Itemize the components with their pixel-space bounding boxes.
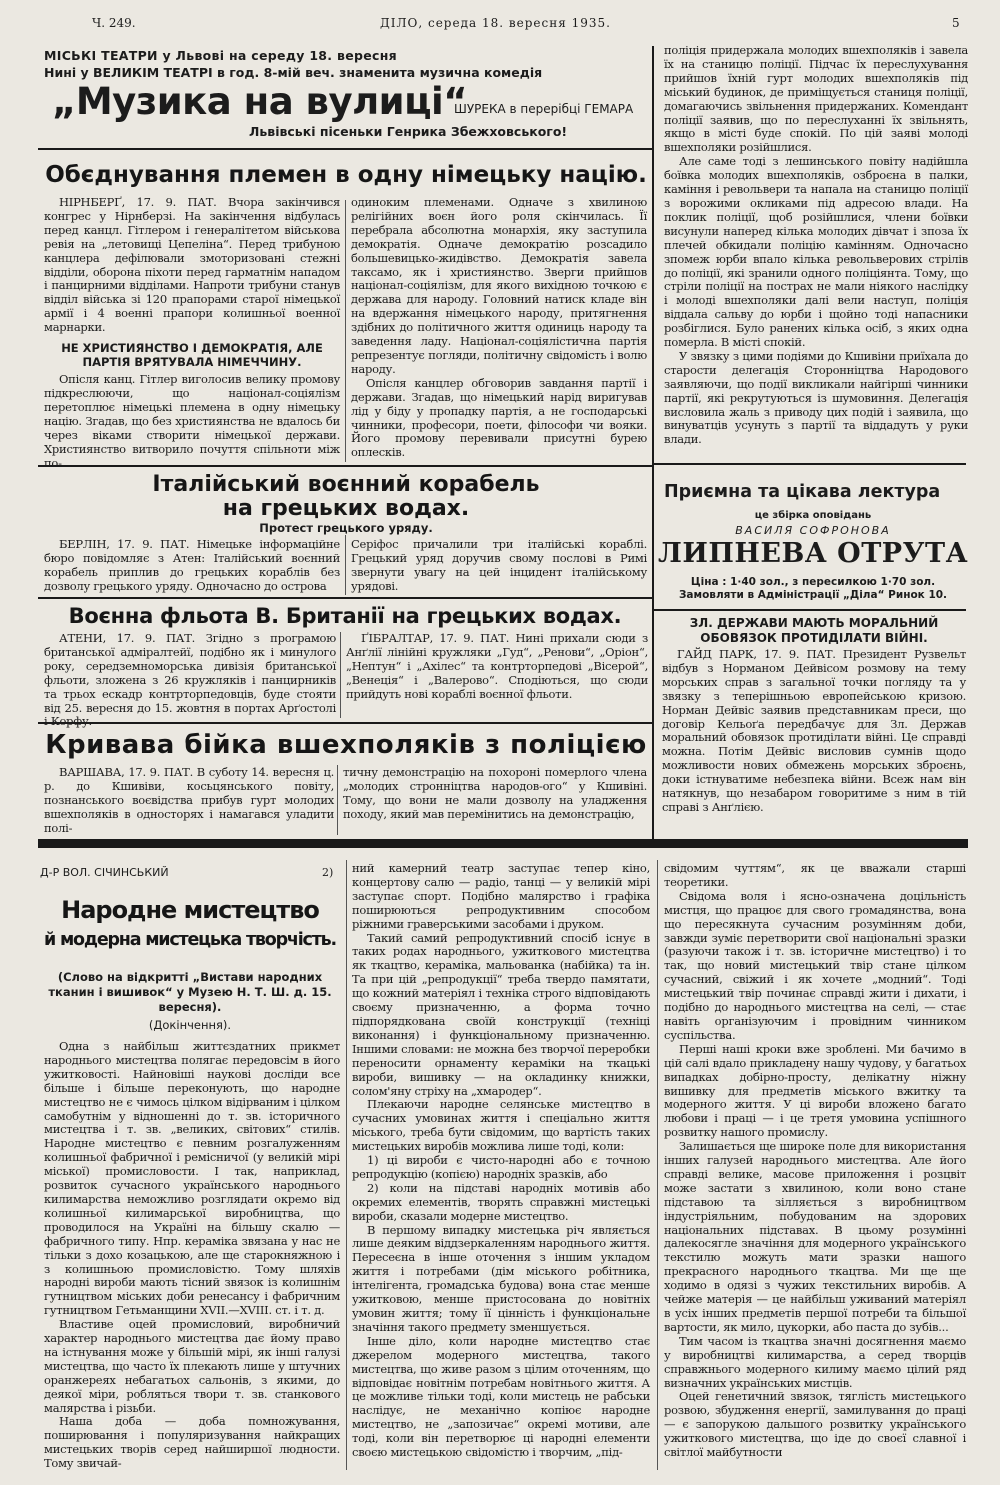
article1-para: Опісля канц. Гітлер виголосив велику промову підкреслюючи, що націонал-соціялізм перетоплює німецькі племена в одну німецьку націю. Згадав, що без християнства не вдалось би через віками створити німецької держави. Християнство витворило почуття спільноти між по- (44, 372, 340, 470)
feature-para: 2) коли на підставі народніх мотивів або окремих елементів, творять справжні мистецькі вироби, сказали модерне мистецтво. (352, 1180, 650, 1223)
article4-para: Але саме тоді з лешинського повіту надійшла боївка молодих вшехполяків, озброєна в палки, каміння і револьвери та напала на станицю поліції з ворожими окликами під адресою влади. На поклик поліції, щоб розійшлися, члени боївки висунули наперед кілька молодих дівчат і зпоза їх плечей обкидали поліцію камінням. Одночасно зпомеж юрби впало кілька револьверових стрілів до поліції, які зранили одного поліціянта. Тому, що стріли поліції на пострах не мали ніякого наслідку і молоді вшехполяки далі вели наступ, поліція віддала сальву до юрби і щойно тоді напасники розбіглися. Було ранених кілька осіб, з яких одна померла. В місті спокій. (664, 154, 968, 350)
book-ad-title: ЛИПНЕВА ОТРУТА (658, 538, 969, 569)
feature-para: Наша доба — доба помножування, поширювання і популяризування найкращих мистецьких творів серед найширшої людности. Тому звичай- (44, 1414, 340, 1471)
page-number: 5 (952, 16, 960, 30)
article2-title-line1: Італійський воєнний корабель (152, 472, 540, 497)
article1-subhead: НЕ ХРИСТИЯНСТВО І ДЕМОКРАТІЯ, АЛЕ ПАРТІЯ ВРЯТУВАЛА НІМЕЧЧИНУ. (61, 341, 323, 370)
column-rule (657, 860, 658, 1470)
page-header (0, 14, 1000, 34)
theatre-title: „Музика на вулиці“ (52, 80, 468, 123)
article3-col2 (346, 632, 648, 720)
article3-col1 (44, 631, 336, 729)
article3-para: ҐІБРАЛТАР, 17. 9. ПАТ. Нині прихали сюди з Анґлії лінійні кружляки „Гуд“, „Ренови“, „Оріон“, „Нептун“ і „Ахілес“ та контрторпедові „Вісерой“, „Венеція“ і „Валерово“. Сподіються, що сюди прийдуть нові кораблі воєнної фльоти. (346, 631, 648, 701)
feature-para: Такий самий репродуктивний спосіб існує в таких родах народнього, ужиткового мистецтва як ткацтво, кераміка, мальованка (набійка) та ін. Та при цій „репродукції“ треба твердо памятати, що кожний матеріял і техніка строго відповідають своєму призначенню, а форма точно підпорядкована своїй конструкції (техніці виконання) і функціональному призначенню. Іншими словами: не можна без творчої переробки переносити орнаменту кераміки на ткацькі вироби, вишивку — на окладинку книжки, солом'яну стріху на „хмародер“. (352, 930, 650, 1098)
article3-para: АТЕНИ, 17. 9. ПАТ. Згідно з програмою британської адміралтейї, подібно як і минулого року, середземноморська дивізія британської фльоти, зложена з 26 кружляків і панцирників та трьох ескадр контрторпедовців, буде стояти від 25. вересня до 15. жовтня в портах Арґостолі і Корфу. (44, 631, 336, 729)
article1-para: Опісля канцлер обговорив завдання партії і держави. Згадав, що німецький нарід виригував лід у біду у пропадку партія, а не господарські чинники, професори, поети, філософи чи вояки. Його промову перевивали присутні бурею оплесків. (351, 375, 647, 460)
article1-title: Обєднування племен в одну німецьку націю. (45, 162, 647, 188)
feature-para: Перші наші кроки вже зроблені. Ми бачимо в цій салі вдало прикладену нашу чудову, у багатьох випадках добірно-просту, делікатну ніжну вишивку для предметів міського вжитку та модерного життя. У ці вироби вложено багато любови і праці — і це третя умовина успішного розвитку нашого промислу. (664, 1041, 966, 1140)
article1-para: одиноким племенами. Одначе з хвилиною релігійних воєн його роля скінчилась. Її перебрала абсолютна монархія, яку заступила демократія. Одначе демократію розсадило большевицько-жидівство. Демократія завела таксамо, як і християнство. Зверги прийшов націонал-соціялізм, для якого вихідною точкою є держава для народу. Головний натиск кладе він на вдержання німецького народу, притягнення здібних до політичного життя одиниць народу та заведення ладу. Націонал-соціялістична партія репрезентує погляди, політичну свідомість і волю народу. (351, 195, 647, 376)
article2-subtitle: Протест грецького уряду. (259, 521, 433, 535)
theatre-line2: Нині у ВЕЛИКІМ ТЕАТРІ в год. 8-мій веч. знаменита музична комедія (44, 65, 543, 80)
article5-title: ЗЛ. ДЕРЖАВИ МАЮТЬ МОРАЛЬНИЙ ОБОВЯЗОК ПРОТИДІЛАТИ ВІЙНІ. (689, 616, 939, 645)
article4-para: поліція придержала молодих вшехполяків і завела їх на станицю поліції. Підчас їх переслухування прийшов їхній гурт молодих вшехполяків під міський будинок, де приміщується станиця поліції, домагаючись звільнення придержаних. Комендант поліції заявив, що по переслуханні їх звільнять, якщо в місті буде спокій. По цій заяві молоді вшехполяки розійшлися. (664, 43, 968, 155)
feature-col1 (44, 1040, 340, 1480)
column-rule (346, 860, 347, 1470)
article3-title: Воєнна фльота В. Британії на грецьких водах. (68, 604, 622, 628)
book-ad-line2: це збірка оповідань (754, 510, 872, 521)
article4-para: ВАРШАВА, 17. 9. ПАТ. В суботу 14. вересня ц. р. до Кшивіви, косьцянського повіту, познанського воєвідства прибув гурт молодих вшехполяків в односторях і намагався уладити полі- (44, 765, 334, 835)
section-rule (654, 463, 966, 465)
article2-col1 (44, 538, 340, 596)
feature-title-line1: Народне мистецтво (61, 896, 319, 924)
theatre-line1: МІСЬКІ ТЕАТРИ у Львові на середу 18. вересня (44, 48, 397, 63)
feature-para: 1) ці вироби є чисто-народні або є точною репродукцію (копією) народніх зразків, або (352, 1153, 650, 1181)
feature-para: Одна з найбільш життєздатних прикмет народнього мистецтва полягає передовсім в його ужитковості. Найновіші наукові досліди все більше і більше переконують, що народне мистецтво не є чимось цілком відірваним і цілком самобутнім у відношенні до т. зв. історичного мистецтва і т. зв. „великих, світових“ стилів. Народне мистецтво є певним розгалуженням колишньої фабричної і ремісничої (у великій мірі міської) промисловости. І так, наприклад, розвиток сучасного українського народнього килимарства неможливо розглядати окремо від колишньої килимарської виробництва, що проводилося на Україні на більшу скалю — фабричного типу. Нпр. кераміка звязана у нас не тільки з дохо козацькою, але ще старокняжною і з колишньою промисловістю. Тому шляхів народні вироби мають тісний звязок із колишнім гутництвом міських доби ренесансу і фабричним гутництвом Гетьманщини XVII.—XVIII. ст. і т. д. (44, 1039, 340, 1318)
article4-title: Кривава бійка вшехполяків з поліцією (45, 730, 647, 760)
article1-col1 (44, 195, 340, 470)
article5 (662, 616, 966, 836)
column-rule (345, 200, 346, 462)
feature-byline: Д-Р ВОЛ. СІЧИНСЬКИЙ (40, 866, 169, 879)
section-rule (38, 597, 652, 599)
theatre-ad (44, 44, 652, 148)
feature-subtitle: (Слово на відкритті „Вистави народних тканин і вишивок“ у Музею Н. Т. Ш. д. 15. вересня). (48, 970, 332, 1014)
feature-part-number: 2) (322, 866, 334, 879)
masthead: ДІЛО, середа 18. вересня 1935. (380, 16, 611, 30)
feature-para: В першому випадку мистецька річ являється лише деяким віддзеркаленням народнього життя. Пересеєна в інше оточення з іншим укладом життя і потребами (дім міського робітника, інтелігента, громадська будова) вона стає менше ужитковою, менше пристосована до новітніх умовин життя; тому її цінність і функціональне значіння такого предмету зменшується. (352, 1222, 650, 1334)
feature-para: свідомим чуттям“, як це вважали старші теоретики. (664, 861, 966, 889)
column-rule (337, 765, 338, 835)
article4-col1 (44, 766, 334, 836)
article1-para: НІРНБЕРҐ, 17. 9. ПАТ. Вчора закінчився конгрес у Нірнберзі. На закінчення відбулась перед канцл. Гітлером і генералітетом військова ревія на „летовищі Цепеліна“. Перед трибуною канцлера дефілювали змоторизовані стежні відділи, оборона піхоти перед гарматнім нападом і панцирними відділами. Напроти трибуни станув відділ війська зі 120 прапорами старої німецької армії і 4 военні прапори колишньої военної марнарки. (44, 195, 340, 335)
section-rule (654, 609, 966, 611)
feature-para: Тим часом із ткацтва значні досягнення маємо у виробництві килимарства, а серед творців справжнього модерного килиму маємо цілий ряд визначних українських мистців. (664, 1333, 966, 1390)
column-rule (345, 535, 346, 595)
column-rule (652, 46, 654, 846)
feature-para: Властиве оцей промисловий, виробничий характер народнього мистецтва дає йому право на істнування може у більшій мірі, як інші галузі мистецтва, що часто їх плекають лише у штучних оранжереях небагатьох сальонів, з якими, до деякої міри, робляться твори т. зв. станкового малярства і різьби. (44, 1317, 340, 1415)
theatre-line3: Львівські пісеньки Генрика Збежховського! (249, 124, 568, 139)
article2-para: БЕРЛІН, 17. 9. ПАТ. Німецьке інформаційне бюро повідомляє з Атен: Італійський воєнний корабель приплив до грецьких кораблів без дозволу грецького уряду. Одночасно до острова (44, 537, 340, 593)
section-rule (38, 148, 652, 150)
book-ad-price: Ціна : 1·40 зол., з пересилкою 1·70 зол. (690, 576, 936, 588)
article4-para: У звязку з цими подіями до Кшивіни приїхала до старости делегація Сторонніцтва Народового заявляючи, що події викликали найгірші чинники партії, які рекрутуються із шумовиння. Делегація висловила жаль з приводу цих подій і заявила, що винуватців усунуть з партії та віддадуть у руки влади. (664, 348, 968, 447)
article4-col2 (343, 766, 647, 836)
feature-para: Плекаючи народне селянське мистецтво в сучасних умовинах життя і спеціально життя міського, треба бути свідомим, що вартість таких мистецьких виробів можлива лише тоді, коли: (352, 1097, 650, 1154)
article2-para: Серіфос причалили три італійські кораблі. Грецький уряд доручив свому послові в Римі звернути увагу на цей інцидент італійському урядові. (351, 537, 647, 593)
feature-col2 (352, 862, 650, 1480)
book-ad-order: Замовляти в Адміністрації „Діла“ Ринок 10. (678, 589, 948, 601)
feature-para: Залишається ще широке поле для використання інших галузей народнього мистецтва. Але його справді велике, масове приложення і розцвіт може застати з хвилиною, коли воно стане підставою та зілляється з виробництвом індустріяльним, побудованим на здорових національних підставах. В цьому розумінні далекосягле значіння для модерного українського текстилю можуть мати зразки нашого прекрасного народнього ткацтва. Ми ще ще ходимо в одязі з чужих текстильних виробів. А чейже матерія — це найбільш уживаний матеріял в усіх інших предметів першої потреби та більшої вартости, як мило, цукорки, або паста до зубів... (664, 1139, 966, 1334)
article2-title-line2: на грецьких водах. (222, 496, 470, 521)
book-ad-author: ВАСИЛЯ СОФРОНОВА (735, 524, 891, 537)
book-ad (658, 468, 968, 608)
feature-title-line2: й модерна мистецька творчість. (44, 930, 336, 950)
article4-para: тичну демонстрацію на похороні померлого члена „молодих стронніцтва народов-ого“ у Кшивіні. Тому, що вони не мали дозволу на уладження походу, який мав перемінитись на демонстрацію, (343, 765, 647, 821)
feature-para: Оцей генетичний звязок, тяглість мистецького розвою, збудження енергії, замилування до праці — є запорукою дальшого розвитку українського ужиткового мистецтва, що іде до своєї славної і світлої майбутности (664, 1389, 966, 1460)
feature-para: ний камерний театр заступає тепер кіно, концертову салю — радіо, танці — у великій мірі заступає спорт. Подібно малярство і графіка поширюються репродуктивним способом ріжними граверськими засобами і друком. (352, 861, 650, 931)
article4-col3 (664, 44, 968, 462)
theatre-author: ШУРЕКА в перерібці ГЕМАРА (454, 102, 634, 116)
article1-col2 (351, 196, 647, 464)
column-rule (340, 632, 341, 718)
book-ad-line1: Приємна та цікава лектура (664, 482, 941, 502)
article2-col2 (351, 538, 647, 596)
heavy-divider (38, 839, 968, 848)
feature-para: Інше діло, коли народне мистецтво стає джерелом модерного мистецтва, такого мистецтва, що живе разом з цілим оточенням, що відповідає новітнім потребам новітнього життя. А це можливе тільки тоді, коли мистець не рабськи наслідує, не механічно копіює народне мистецтво, не „запозичає“ окремі мотиви, але тоді, коли він перетворює ці народні елементи своєю мистецькою свідомістю і творчим, „під- (352, 1333, 650, 1460)
article5-para: ГАЙД ПАРК, 17. 9. ПАТ. Президент Рузвельт відбув з Норманом Дейвісом розмову на тему морських справ з загальної точки погляду та у звязку з теперішньою европейською кризою. Норман Дейвіс заявив представникам преси, що договір Кельоґа передбачує для Зл. Держав моральний обовязок протиділати війні. Це справді можна. Потім Дейвіс висловив сумнів щодо можливости нових обмежень морських зброєнь, доки істнуватиме небезпека війни. Всеж нам він натякнув, що незабаром говоритиме з ним в тій справі з Анґлією. (662, 647, 966, 814)
issue-number: Ч. 249. (92, 16, 136, 30)
feature-para: Свідома воля і ясно-означена доцільність мистця, що працює для свого громадянства, вона що пересякнута сучасним розумінням доби, завжди зуміє перетворити свої національні зразки (разуючи також і т. зв. історичне мистецтво) і то так, що новий мистецький твір стане цілком сучасний, свіжий і як хочете „модний“. Тоді мистецький твір починає справді жити і дихати, і подібно до народнього мистецтва на селі, — стає навіть організуючим і провідним чинником суспільства. (664, 888, 966, 1042)
feature-col3 (664, 862, 966, 1480)
feature-continuation: (Докінчення). (148, 1018, 232, 1032)
